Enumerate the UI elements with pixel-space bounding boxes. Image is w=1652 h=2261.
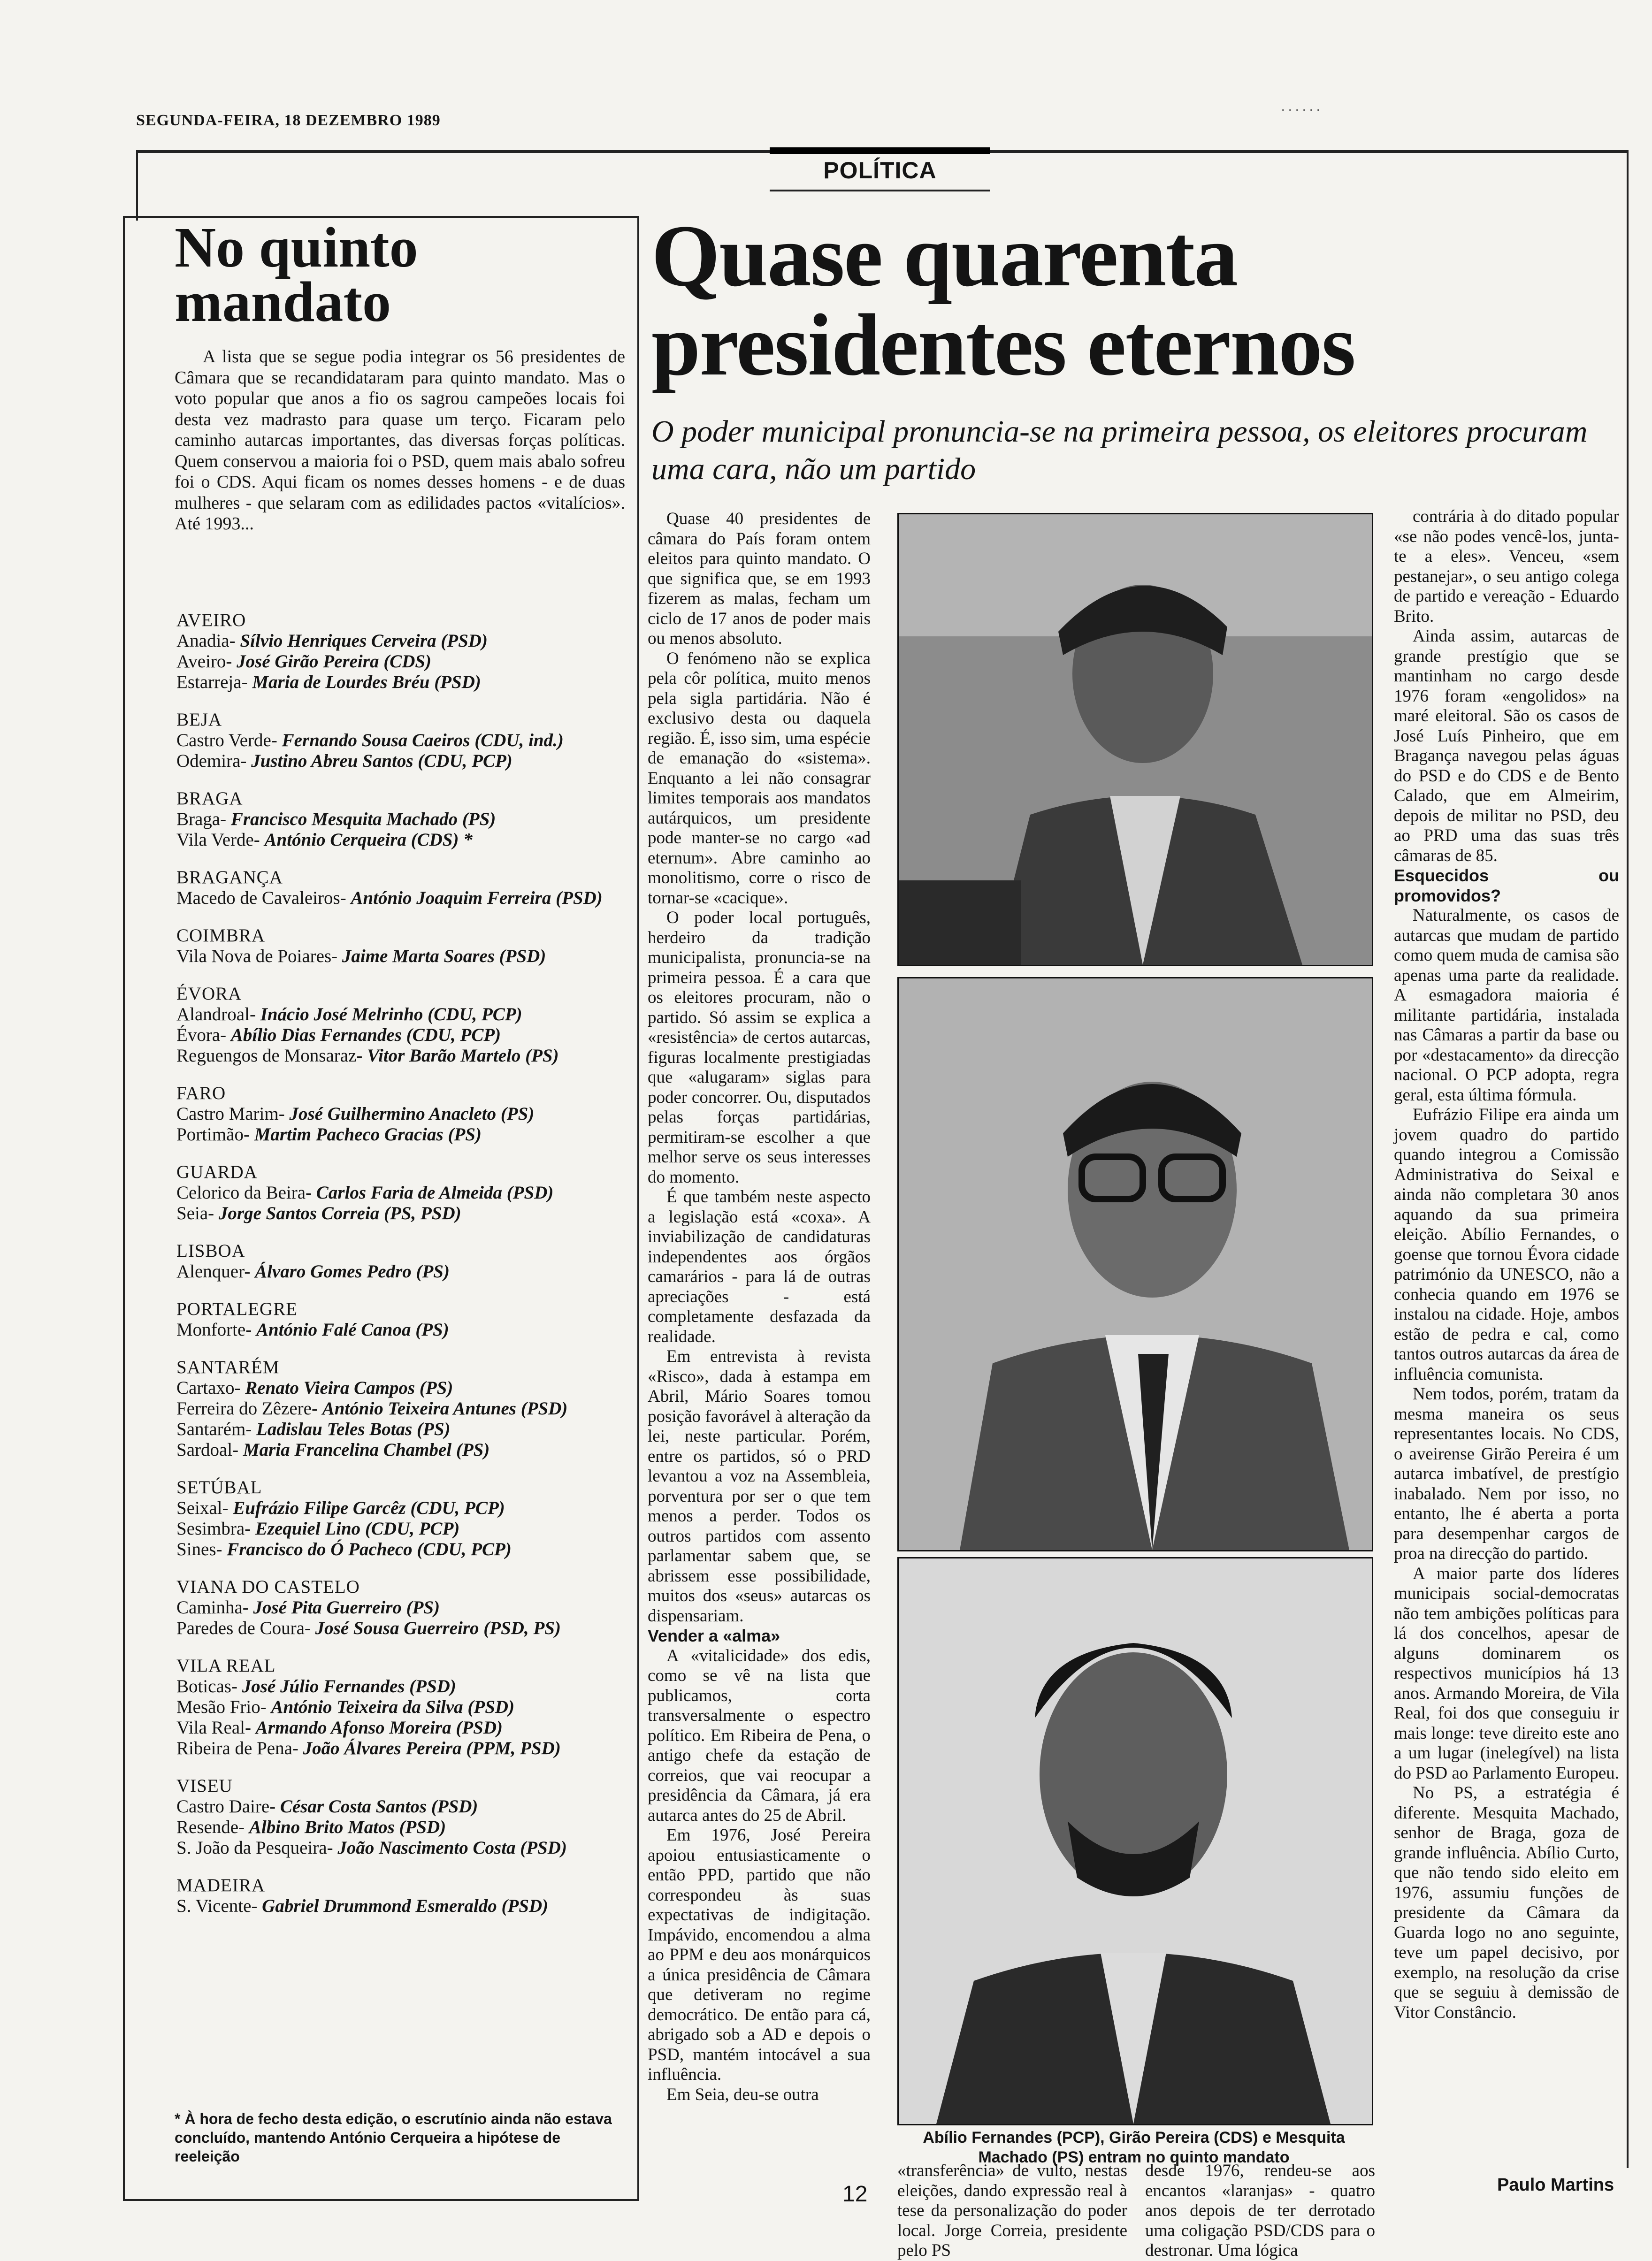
municipality: Vila Real- [176, 1718, 256, 1738]
mayor-entry [176, 672, 627, 693]
mayor-name: José Girão Pereira (CDS) [237, 651, 432, 672]
region-name: BEJA [176, 710, 222, 730]
mayor-name: Carlos Faria de Almeida (PSD) [316, 1183, 554, 1203]
region-block [176, 1357, 627, 1460]
mayor-entry [176, 1261, 627, 1282]
municipality: Celorico da Beira- [176, 1183, 316, 1203]
mayor-name: Martim Pacheco Gracias (PS) [254, 1124, 482, 1145]
mayor-name: Maria de Lourdes Bréu (PSD) [252, 672, 481, 692]
page-frame-right [1627, 150, 1629, 2168]
mayor-entry [176, 1738, 627, 1759]
region-block [176, 1162, 627, 1224]
region-block [176, 925, 627, 967]
section-rule [770, 190, 990, 191]
mayor-entry [176, 1618, 627, 1639]
mayor-entry [176, 1124, 627, 1145]
mayor-entry [176, 1597, 627, 1618]
mayor-name: António Teixeira da Silva (PSD) [271, 1697, 515, 1717]
region-block [176, 610, 627, 693]
article-paragraph: Em 1976, José Pereira apoiou entusiasticamente o então PPD, partido que não correspondeu às suas expectativas de indigitação. Impávido, encomendou a alma ao PPM e deu aos monárquicos a única presidência de Câmara que detiveram no regime democrático. De então para cá, abrigado sob a AD e depois o PSD, mantém intocável a sua influência. [648, 1826, 871, 2084]
mayor-name: Ladislau Teles Botas (PS) [256, 1419, 451, 1439]
region-name: VILA REAL [176, 1656, 276, 1676]
article-column-1 [648, 509, 871, 2105]
municipality: Mesão Frio- [176, 1697, 271, 1717]
municipality: Cartaxo- [176, 1378, 245, 1398]
bottom-text-b: desde 1976, rendeu-se aos encantos «laranjas» - quatro anos depois de ter derrotado uma coligação PSD/CDS para o destronar. Uma lógica [1145, 2161, 1375, 2260]
article-paragraph: Eufrázio Filipe era ainda um jovem quadro do partido quando integrou a Comissão Administrativa do Seixal e ainda não completara 30 anos aquando da sua primeira eleição. Abílio Fernandes, o goense que tornou Évora cidade património da UNESCO, não a conhecia quando em 1976 se instalou na cidade. Hoje, ambos estão de pedra e cal, como tantos outros autarcas da área de influência comunista. [1394, 1105, 1619, 1384]
mayor-name: Armando Afonso Moreira (PSD) [255, 1718, 503, 1738]
mayor-entry [176, 1519, 627, 1539]
region-block [176, 1776, 627, 1858]
municipality: Reguengos de Monsaraz- [176, 1046, 367, 1066]
municipality: Sines- [176, 1539, 227, 1559]
municipality: Santarém- [176, 1419, 257, 1439]
mayor-name: Francisco Mesquita Machado (PS) [230, 809, 496, 829]
photo-caption: Abílio Fernandes (PCP), Girão Pereira (CDS) e Mesquita Machado (PS) entram no quinto mandato [923, 2129, 1345, 2166]
mayor-name: Álvaro Gomes Pedro (PS) [255, 1261, 450, 1282]
article-paragraph: A «vitalicidade» dos edis, como se vê na lista que publicamos, corta transversalmente o espectro político. Em Ribeira de Pena, o antigo chefe da estação de correios, que vai reocupar a presidência da Câmara, já era autarca antes do 25 de Abril. [648, 1646, 871, 1825]
mayor-entry [176, 1378, 627, 1398]
municipality: Évora- [176, 1025, 231, 1045]
municipality: Paredes de Coura- [176, 1618, 315, 1638]
municipality: S. Vicente- [176, 1896, 262, 1916]
municipality: Anadia- [176, 631, 240, 651]
article-column-3 [1394, 507, 1619, 2023]
mayor-entry [176, 1398, 627, 1419]
sidebar-footnote: * À hora de fecho desta edição, o escrutínio ainda não estava concluído, mantendo António Cerqueira a hipótese de reeleição [175, 2110, 612, 2165]
region-block [176, 1477, 627, 1560]
region-name: SETÚBAL [176, 1477, 262, 1497]
mayor-name: Francisco do Ó Pacheco (CDU, PCP) [227, 1539, 512, 1559]
mayor-entry [176, 1676, 627, 1697]
region-name: BRAGA [176, 788, 243, 809]
mayor-entry [176, 809, 627, 830]
municipality: Vila Nova de Poiares- [176, 946, 342, 966]
municipality: Monforte- [176, 1320, 257, 1340]
mayor-entry [176, 1796, 627, 1817]
page-frame-left [136, 150, 138, 221]
article-paragraph: O fenómeno não se explica pela côr política, muito menos pela sigla partidária. Não é exclusivo desta ou daquela região. É, isso sim, uma espécie de emanação do «sistema». Enquanto a lei não consagrar limites temporais aos mandatos autárquicos, um presidente pode manter-se no cargo «ad eternum». Abre caminho ao monolitismo, corre o risco de tornar-se «cacique». [648, 649, 871, 908]
mayor-name: Inácio José Melrinho (CDU, PCP) [260, 1004, 522, 1024]
mayor-name: Fernando Sousa Caeiros (CDU, ind.) [282, 730, 564, 750]
article-paragraph: Quase 40 presidentes de câmara do País foram ontem eleitos para quinto mandato. O que significa que, se em 1993 fizerem as malas, fecham um ciclo de 17 anos de poder mais ou menos absoluto. [648, 509, 871, 648]
mayor-entry [176, 1025, 627, 1046]
mayor-entry [176, 1419, 627, 1440]
municipality: S. João da Pesqueira- [176, 1838, 338, 1858]
municipality: Ferreira do Zêzere- [176, 1398, 322, 1419]
mayor-name: Maria Francelina Chambel (PS) [243, 1440, 490, 1460]
mayor-name: António Cerqueira (CDS) * [264, 830, 473, 850]
mayor-entry [176, 1896, 627, 1917]
municipality: Sesimbra- [176, 1519, 255, 1539]
mayor-name: João Álvares Pereira (PPM, PSD) [303, 1738, 561, 1758]
mayor-entry [176, 651, 627, 672]
subheadline: O poder municipal pronuncia-se na primeira pessoa, os eleitores procuram uma cara, não um partido [651, 414, 1588, 486]
mayor-name: César Costa Santos (PSD) [280, 1796, 478, 1817]
region-name: BRAGANÇA [176, 867, 283, 887]
region-name: ÉVORA [176, 984, 242, 1004]
section-bar [770, 147, 990, 154]
region-block [176, 1241, 627, 1282]
mayor-entry [176, 631, 627, 651]
mayor-entry [176, 1203, 627, 1224]
municipality: Alandroal- [176, 1004, 260, 1024]
region-name: FARO [176, 1083, 226, 1103]
mayor-name: Renato Vieira Campos (PS) [245, 1378, 453, 1398]
region-block [176, 788, 627, 850]
sidebar-title: No quinto mandato [175, 216, 418, 334]
municipality: Seixal- [176, 1498, 233, 1518]
mayor-entry [176, 1320, 627, 1340]
mayor-entry [176, 1498, 627, 1519]
mayor-entry [176, 888, 627, 909]
region-block [176, 1875, 627, 1917]
top-marks: . . . . . . [1281, 99, 1320, 114]
region-block [176, 984, 627, 1066]
mayor-entry [176, 1539, 627, 1560]
region-name: PORTALEGRE [176, 1299, 298, 1319]
municipality: Caminha- [176, 1597, 253, 1618]
article-paragraph: No PS, a estratégia é diferente. Mesquita Machado, senhor de Braga, goza de grande influência. Abílio Curto, que não tendo sido eleito em 1976, assumiu funções de presidente da Câmara da Guarda logo no ano seguinte, teve um papel decisivo, por exemplo, na resolução da crise que se seguiu à demissão de Vitor Constâncio. [1394, 1783, 1619, 2022]
mayor-name: António Joaquim Ferreira (PSD) [351, 888, 603, 908]
municipality: Portimão- [176, 1124, 254, 1145]
column-subhead: Vender a «alma» [648, 1626, 780, 1645]
mayor-entry [176, 1718, 627, 1738]
mayor-name: Justino Abreu Santos (CDU, PCP) [251, 751, 512, 771]
sidebar-intro: A lista que se segue podia integrar os 56 presidentes de Câmara que se recandidataram para quinto mandato. Mas o voto popular que anos a fio os sagrou campeões locais foi desta vez madrasto para quase um terço. Ficaram pelo caminho autarcas importantes, das diversas forças políticas. Quem conservou a maioria foi o PSD, quem mais abalo sofreu foi o CDS. Aqui ficam os nomes desses homens - e de duas mulheres - que selaram com as edilidades pactos «vitalícios». Até 1993... [175, 347, 625, 534]
mayor-entry [176, 1004, 627, 1025]
mayor-entry [176, 946, 627, 967]
municipality: Odemira- [176, 751, 252, 771]
mayor-entry [176, 1697, 627, 1718]
portrait-2 [899, 978, 1372, 1550]
mayor-name: Jaime Marta Soares (PSD) [342, 946, 546, 966]
mayor-name: José Júlio Fernandes (PSD) [242, 1676, 456, 1696]
municipality: Ribeira de Pena- [176, 1738, 303, 1758]
mayor-name: Vitor Barão Martelo (PS) [367, 1046, 559, 1066]
article-paragraph: Em entrevista à revista «Risco», dada à estampa em Abril, Mário Soares tomou posição favorável à alteração da lei, neste particular. Porém, entre os partidos, só o PRD levantou a voz na Assembleia, porventura por ser o que tem menos a perder. Todos os outros partidos com assento parlamentar sabem que, se abrissem esse possibilidade, muitos dos «seus» autarcas os dispensariam. [648, 1347, 871, 1626]
article-paragraph: Naturalmente, os casos de autarcas que mudam de partido como quem muda de camisa são apenas uma parte da realidade. A esmagadora maioria é militante partidária, instalada nas Câmaras a partir da base ou por «destacamento» da direcção nacional. O PCP adopta, regra geral, esta última fórmula. [1394, 906, 1619, 1105]
mayor-entry [176, 830, 627, 850]
region-block [176, 867, 627, 909]
municipality: Resende- [176, 1817, 249, 1837]
mayor-name: Gabriel Drummond Esmeraldo (PSD) [262, 1896, 549, 1916]
mayor-entry [176, 730, 627, 751]
mayor-name: José Guilhermino Anacleto (PS) [289, 1104, 535, 1124]
mayor-entry [176, 1183, 627, 1203]
region-name: MADEIRA [176, 1875, 265, 1895]
mayor-entry [176, 751, 627, 771]
article-paragraph: Nem todos, porém, tratam da mesma maneira os seus representantes locais. No CDS, o aveirense Girão Pereira é um autarca imbatível, de prestígio inabalado. Nem por isso, no entanto, lhe é aberta a porta para desempenhar cargos de proa na direcção do partido. [1394, 1384, 1619, 1563]
region-block [176, 1656, 627, 1759]
mayor-name: António Falé Canoa (PS) [256, 1320, 449, 1340]
region-name: SANTARÉM [176, 1357, 280, 1377]
mayor-name: Jorge Santos Correia (PS, PSD) [218, 1203, 461, 1223]
article-paragraph: Em Seia, deu-se outra [666, 2085, 819, 2104]
mayor-name: João Nascimento Costa (PSD) [337, 1838, 567, 1858]
photo-mesquita-machado [897, 1557, 1373, 2125]
article-paragraph: A maior parte dos líderes municipais social-democratas não tem ambições políticas para lá dos concelhos, apesar de alguns dominarem os respectivos municípios há 13 anos. Armando Moreira, de Vila Real, foi dos que conseguiu ir mais longe: teve direito este ano a um lugar (inelegível) na lista do PSD ao Parlamento Europeu. [1394, 1564, 1619, 1783]
municipality: Vila Verde- [176, 830, 265, 850]
region-name: VISEU [176, 1776, 233, 1796]
mayor-name: Sílvio Henriques Cerveira (PSD) [240, 631, 488, 651]
portrait-3 [899, 1558, 1372, 2124]
region-name: AVEIRO [176, 610, 246, 630]
region-name: LISBOA [176, 1241, 245, 1261]
municipality: Alenquer- [176, 1261, 255, 1282]
mayor-entry [176, 1838, 627, 1858]
byline: Paulo Martins [1497, 2175, 1614, 2195]
region-block [176, 1299, 627, 1340]
municipality: Macedo de Cavaleiros- [176, 888, 351, 908]
photo-girao-pereira [897, 977, 1373, 1551]
municipality: Castro Daire- [176, 1796, 280, 1817]
mayor-entry [176, 1440, 627, 1460]
mayor-name: José Pita Guerreiro (PS) [253, 1597, 440, 1618]
mayor-name: Abílio Dias Fernandes (CDU, PCP) [230, 1025, 501, 1045]
municipality: Seia- [176, 1203, 219, 1223]
municipality: Sardoal- [176, 1440, 243, 1460]
bottom-text-a: «transferência» de vulto, nestas eleições, dando expressão real à tese da personalização do poder local. Jorge Correia, presidente pelo PS [897, 2161, 1127, 2260]
municipality: Braga- [176, 809, 231, 829]
dateline: SEGUNDA-FEIRA, 18 DEZEMBRO 1989 [136, 112, 441, 129]
mayor-name: José Sousa Guerreiro (PSD, PS) [315, 1618, 561, 1638]
portrait-1 [899, 514, 1372, 965]
mayor-name: Ezequiel Lino (CDU, PCP) [255, 1519, 460, 1539]
region-block [176, 710, 627, 771]
mayor-name: Eufrázio Filipe Garcêz (CDU, PCP) [233, 1498, 505, 1518]
article-paragraph: contrária à do ditado popular «se não podes vencê-los, junta-te a eles». Venceu, «sem pestanejar», o seu antigo colega de partido e vereação - Eduardo Brito. [1394, 507, 1619, 626]
column-subhead-2: Esquecidos ou promovidos? [1394, 866, 1619, 905]
region-block [176, 1083, 627, 1145]
article-paragraph: Ainda assim, autarcas de grande prestígio que se mantinham no cargo desde 1976 foram «engolidos» na maré eleitoral. São os casos de José Luís Pinheiro, que em Bragança navegou pelas águas do PSD e do CDS e de Bento Calado, que em Almeirim, depois de militar no PSD, deu ao PRD uma das suas três câmaras de 85. [1394, 626, 1619, 865]
region-block [176, 1577, 627, 1639]
mayor-name: Albino Brito Matos (PSD) [249, 1817, 446, 1837]
municipality: Aveiro- [176, 651, 237, 672]
article-paragraph: O poder local português, herdeiro da tradição municipalista, pronuncia-se na primeira pessoa. É a cara que os eleitores procuram, não o partido. Só assim se explica a «resistência» de certos autarcas, figuras localmente prestigiadas que «alugaram» siglas para poder concorrer. Ou, disputados pelas forças partidárias, permitiram-se escolher a que melhor serve os seus interesses do momento. [648, 908, 871, 1187]
mayor-name: António Teixeira Antunes (PSD) [322, 1398, 568, 1419]
headline: Quase quarenta presidentes eternos [651, 206, 1355, 394]
region-name: GUARDA [176, 1162, 258, 1182]
municipality: Castro Verde- [176, 730, 282, 750]
photo-abilio-fernandes [897, 513, 1373, 966]
municipality: Estarreja- [176, 672, 252, 692]
mayor-entry [176, 1104, 627, 1124]
mayor-entry [176, 1817, 627, 1838]
article-paragraph: É que também neste aspecto a legislação está «coxa». A inviabilização de candidaturas independentes aos órgãos camarários - para lá de outras apreciações - está completamente desfazada da realidade. [648, 1187, 871, 1346]
region-name: COIMBRA [176, 925, 266, 946]
municipality: Castro Marim- [176, 1104, 290, 1124]
page-number: 12 [842, 2182, 868, 2207]
region-name: VIANA DO CASTELO [176, 1577, 360, 1597]
municipality: Boticas- [176, 1676, 242, 1696]
mayor-entry [176, 1046, 627, 1066]
section-label: POLÍTICA [823, 157, 937, 183]
region-list [176, 610, 627, 1933]
